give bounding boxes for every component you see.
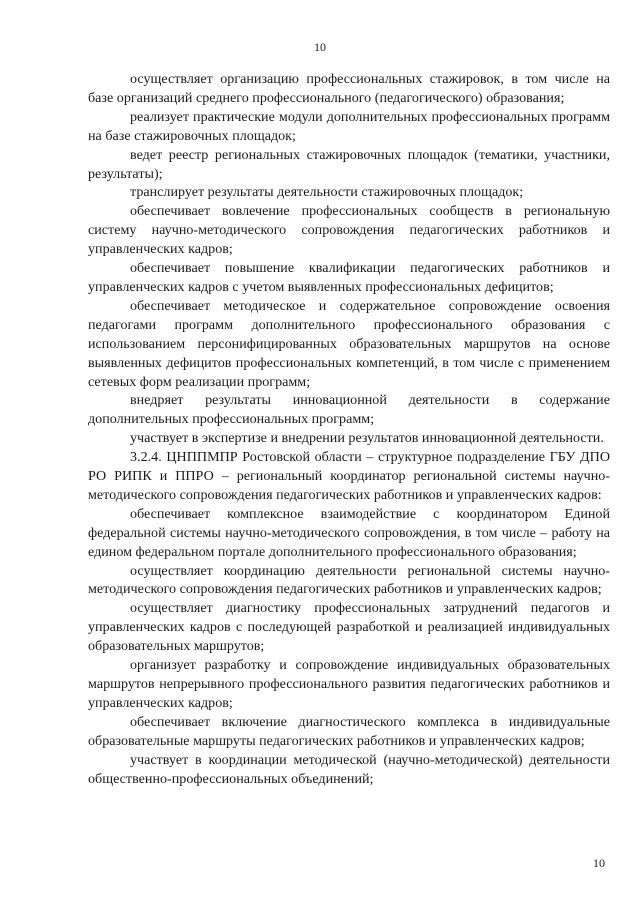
paragraph: обеспечивает включение диагностического комплекса в индивидуальные образовательные маршруты педагогических работников и управленческих кадров; — [88, 713, 610, 749]
paragraph: обеспечивает повышение квалификации педагогических работников и управленческих кадров с учетом выявленных профессиональных дефицитов; — [88, 260, 610, 295]
section-heading-paragraph: 3.2.4. ЦНППМПР Ростовской области – структурное подразделение ГБУ ДПО РО РИПК и ППРО – региональный координатор региональной системы научно-методического сопровождения педагогических работников и управленческих кадров: — [88, 449, 610, 503]
paragraph: обеспечивает комплексное взаимодействие с координатором Единой федеральной системы научно-методического сопровождения, в том числе – работу на едином федеральном портале дополнительного профессионального образования; — [88, 505, 610, 560]
paragraph: транслирует результаты деятельности стажировочных площадок; — [130, 184, 524, 201]
paragraph: участвует в экспертизе и внедрении результатов инновационной деятельности. — [130, 430, 604, 447]
paragraph: внедряет результаты инновационной деятельности в содержание дополнительных профессиональных программ; — [88, 392, 610, 428]
paragraph: ведет реестр региональных стажировочных площадок (тематики, участники, результаты); — [88, 146, 610, 182]
paragraph: обеспечивает вовлечение профессиональных сообществ в региональную систему научно-методического сопровождения педагогических работников и управленческих кадров; — [88, 203, 610, 258]
page-number-top: 10 — [314, 40, 326, 54]
document-body — [88, 70, 610, 788]
paragraph: участвует в координации методической (научно-методической) деятельности общественно-профессиональных объединений; — [88, 751, 610, 787]
paragraph: организует разработку и сопровождение индивидуальных образовательных маршрутов непрерывного профессионального развития педагогических работников и управленческих кадров; — [88, 657, 610, 711]
paragraph: обеспечивает методическое и содержательное сопровождение освоения педагогами программ дополнительного профессионального образования с использованием персонифицированных образовательных маршрутов на основе выявленных дефицитов профессиональных компетенций, в том числе с применением сетевых форм реализации программ; — [88, 297, 610, 390]
paragraph: осуществляет организацию профессиональных стажировок, в том числе на базе организаций среднего профессионального (педагогического) образования; — [88, 71, 610, 106]
paragraph: реализует практические модули дополнительных профессиональных программ на базе стажировочных площадок; — [88, 108, 610, 144]
paragraph: осуществляет диагностику профессиональных затруднений педагогов и управленческих кадров с последующей разработкой и реализацией индивидуальных образовательных маршрутов; — [88, 600, 610, 655]
paragraph: осуществляет координацию деятельности региональной системы научно-методического сопровождения педагогических работников и управленческих кадров; — [88, 562, 610, 598]
page-number-bottom: 10 — [593, 856, 605, 870]
